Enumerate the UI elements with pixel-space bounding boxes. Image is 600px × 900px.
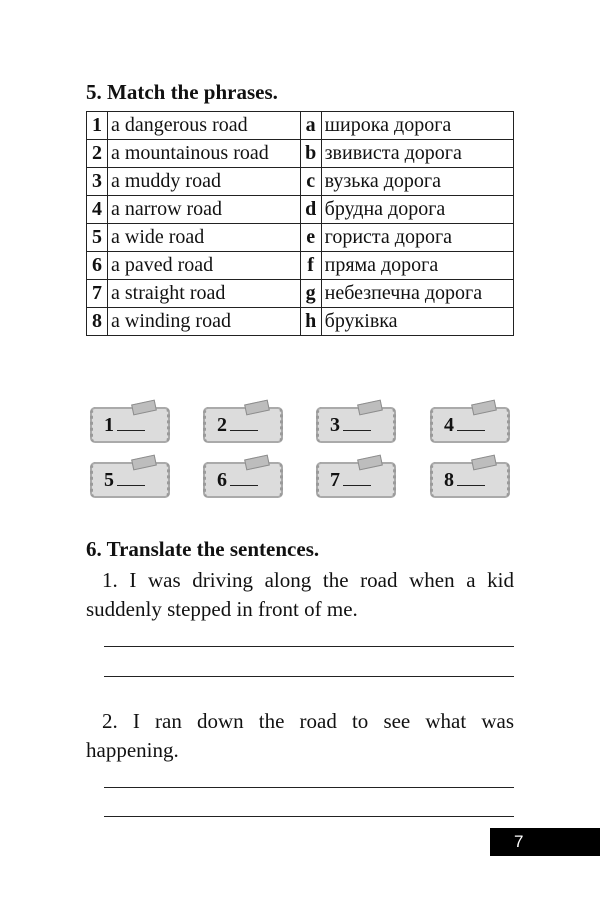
row-letter: f: [300, 252, 321, 280]
tape-icon: [357, 400, 383, 416]
answer-tag-5[interactable]: [90, 462, 170, 498]
english-phrase: a muddy road: [108, 168, 301, 196]
row-letter: c: [300, 168, 321, 196]
tag-number: 3: [330, 414, 340, 436]
answer-line[interactable]: [104, 676, 514, 677]
row-letter: h: [300, 308, 321, 336]
english-phrase: a paved road: [108, 252, 301, 280]
row-letter: d: [300, 196, 321, 224]
tape-icon: [471, 455, 497, 471]
ukrainian-phrase: вузька дорога: [321, 168, 513, 196]
answer-line[interactable]: [104, 787, 514, 788]
row-number: 4: [87, 196, 108, 224]
ukrainian-phrase: широка дорога: [321, 112, 513, 140]
row-number: 3: [87, 168, 108, 196]
english-phrase: a straight road: [108, 280, 301, 308]
tape-icon: [357, 455, 383, 471]
sentence-2: 2. I ran down the road to see what was happening.: [86, 709, 514, 762]
answer-tag-8[interactable]: [430, 462, 510, 498]
row-letter: e: [300, 224, 321, 252]
ukrainian-phrase: бруківка: [321, 308, 513, 336]
answer-blank[interactable]: [343, 467, 371, 486]
table-row: [87, 112, 514, 140]
row-number: 8: [87, 308, 108, 336]
answer-line[interactable]: [104, 816, 514, 817]
tape-icon: [131, 400, 157, 416]
row-letter: g: [300, 280, 321, 308]
ukrainian-phrase: брудна дорога: [321, 196, 513, 224]
exercise-6-heading: 6. Translate the sentences.: [86, 537, 320, 561]
answer-blank[interactable]: [457, 467, 485, 486]
row-number: 5: [87, 224, 108, 252]
row-letter: b: [300, 140, 321, 168]
table-row: [87, 140, 514, 168]
tag-number: 2: [217, 414, 227, 436]
ukrainian-phrase: небезпечна дорога: [321, 280, 513, 308]
table-row: [87, 280, 514, 308]
sentence-1: 1. I was driving along the road when a kid suddenly stepped in front of me.: [86, 568, 514, 621]
table-row: [87, 196, 514, 224]
answer-blank[interactable]: [230, 467, 258, 486]
row-number: 7: [87, 280, 108, 308]
answer-tag-1[interactable]: [90, 407, 170, 443]
answer-line[interactable]: [104, 646, 514, 647]
table-row: [87, 224, 514, 252]
row-number: 1: [87, 112, 108, 140]
answer-blank[interactable]: [230, 412, 258, 431]
tag-number: 1: [104, 414, 114, 436]
tape-icon: [244, 455, 270, 471]
table-row: [87, 308, 514, 336]
answer-blank[interactable]: [343, 412, 371, 431]
answer-tag-7[interactable]: [316, 462, 396, 498]
answer-blank[interactable]: [457, 412, 485, 431]
tape-icon: [471, 400, 497, 416]
answer-tag-6[interactable]: [203, 462, 283, 498]
tape-icon: [131, 455, 157, 471]
ukrainian-phrase: пряма дорога: [321, 252, 513, 280]
ukrainian-phrase: звивиста дорога: [321, 140, 513, 168]
english-phrase: a dangerous road: [108, 112, 301, 140]
tag-number: 8: [444, 469, 454, 491]
tag-number: 4: [444, 414, 454, 436]
table-row: [87, 168, 514, 196]
exercise-5-heading: 5. Match the phrases.: [86, 80, 278, 104]
row-number: 2: [87, 140, 108, 168]
tag-number: 5: [104, 469, 114, 491]
english-phrase: a wide road: [108, 224, 301, 252]
table-row: [87, 252, 514, 280]
answer-tag-2[interactable]: [203, 407, 283, 443]
page-number: 7: [490, 828, 600, 856]
ukrainian-phrase: гориста дорога: [321, 224, 513, 252]
tape-icon: [244, 400, 270, 416]
tag-number: 6: [217, 469, 227, 491]
tag-number: 7: [330, 469, 340, 491]
english-phrase: a narrow road: [108, 196, 301, 224]
match-table: [86, 111, 514, 336]
row-letter: a: [300, 112, 321, 140]
row-number: 6: [87, 252, 108, 280]
english-phrase: a winding road: [108, 308, 301, 336]
answer-tag-4[interactable]: [430, 407, 510, 443]
answer-tag-3[interactable]: [316, 407, 396, 443]
english-phrase: a mountainous road: [108, 140, 301, 168]
answer-blank[interactable]: [117, 412, 145, 431]
answer-blank[interactable]: [117, 467, 145, 486]
